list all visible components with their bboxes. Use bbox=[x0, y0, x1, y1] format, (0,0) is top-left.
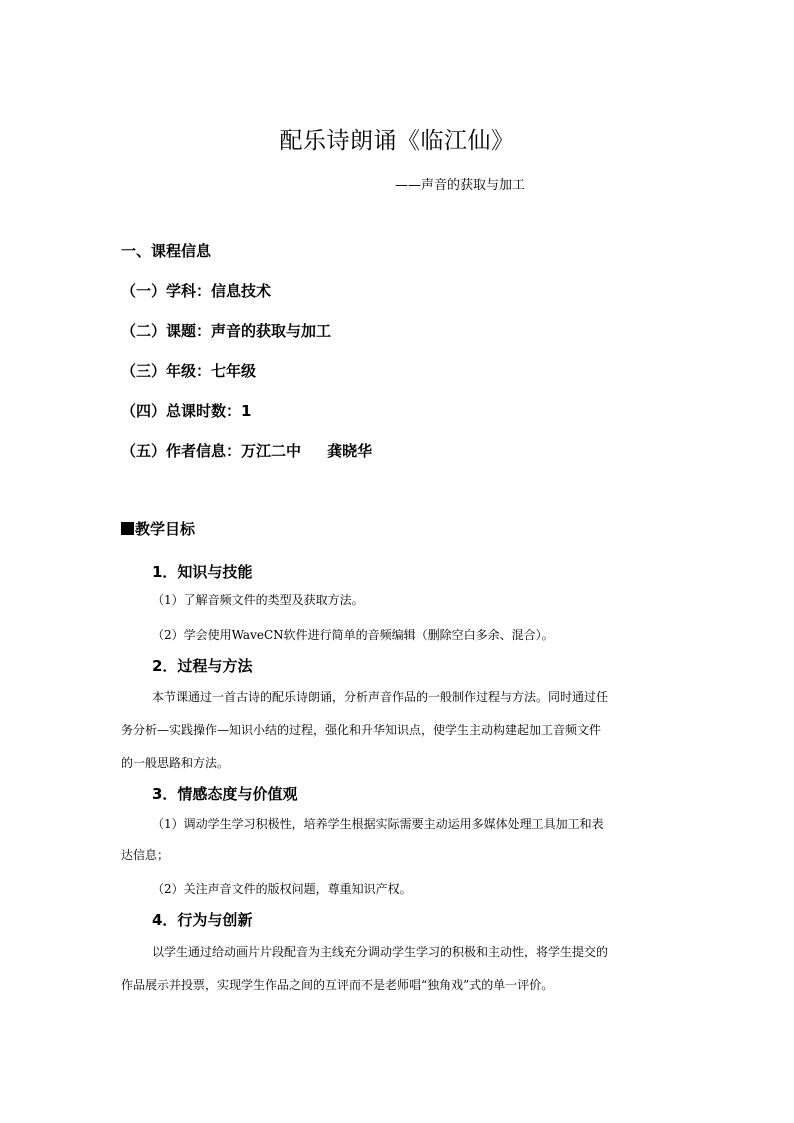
info-subject: （一）学科：信息技术 bbox=[121, 282, 272, 300]
document-title: 配乐诗朗诵《临江仙》 bbox=[279, 128, 515, 154]
goals-heading bbox=[121, 518, 195, 539]
paragraph-line: 的一般思路和方法。 bbox=[121, 756, 230, 770]
info-topic: （二）课题：声音的获取与加工 bbox=[121, 322, 332, 340]
paragraph-line: 本节课通过一首古诗的配乐诗朗诵，分析声音作品的一般制作过程与方法。同时通过任 bbox=[152, 690, 609, 704]
subheading-process-method: 2．过程与方法 bbox=[152, 657, 253, 675]
paragraph-line: （2）学会使用WaveCN软件进行简单的音频编辑（删除空白多余、混合）。 bbox=[152, 628, 554, 642]
paragraph-line: 务分析—实践操作—知识小结的过程，强化和升华知识点，使学生主动构建起加工音频文件 bbox=[121, 723, 602, 737]
document-subtitle: ——声音的获取与加工 bbox=[395, 178, 526, 193]
paragraph-line: 以学生通过给动画片片段配音为主线充分调动学生学习的积极和主动性，将学生提交的 bbox=[152, 945, 609, 959]
info-hours: （四）总课时数：1 bbox=[121, 402, 252, 420]
info-grade: （三）年级：七年级 bbox=[121, 362, 257, 380]
goals-heading-text: 教学目标 bbox=[135, 520, 196, 538]
paragraph-line: （2）关注声音文件的版权问题，尊重知识产权。 bbox=[152, 882, 412, 896]
subheading-behavior-innovation: 4．行为与创新 bbox=[152, 911, 253, 929]
paragraph-line: （1）了解音频文件的类型及获取方法。 bbox=[152, 593, 364, 607]
subheading-attitude-values: 3．情感态度与价值观 bbox=[152, 785, 298, 803]
section-heading-course-info: 一、课程信息 bbox=[121, 242, 212, 260]
info-author: （五）作者信息：万江二中 龚晓华 bbox=[121, 442, 373, 460]
paragraph-line: 达信息； bbox=[121, 848, 170, 862]
subheading-knowledge-skills: 1．知识与技能 bbox=[152, 563, 253, 581]
square-bullet-icon bbox=[121, 522, 134, 535]
paragraph-line: 作品展示并投票，实现学生作品之间的互评而不是老师唱“独角戏”式的单一评价。 bbox=[121, 978, 554, 992]
paragraph-line: （1）调动学生学习积极性，培养学生根据实际需要主动运用多媒体处理工具加工和表 bbox=[152, 817, 604, 831]
